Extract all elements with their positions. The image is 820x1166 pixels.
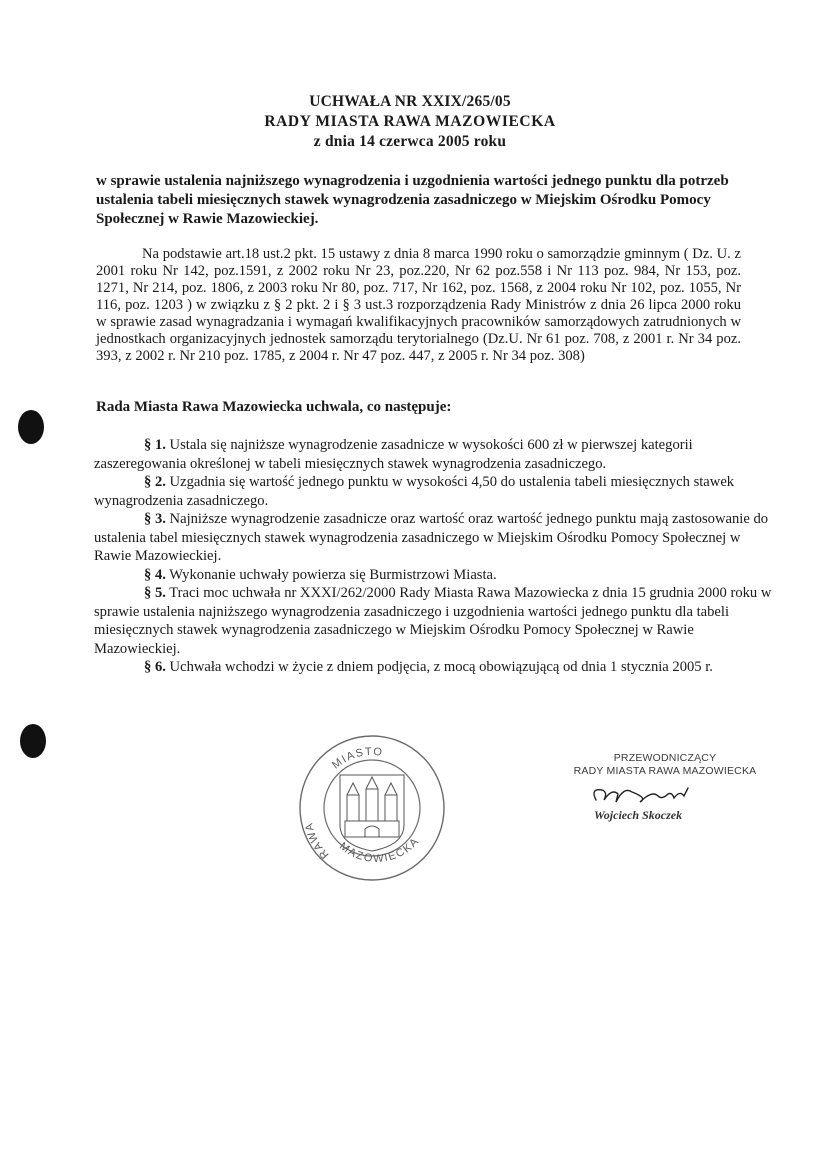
handwritten-signature (588, 782, 698, 808)
city-seal-stamp (297, 733, 447, 883)
punch-hole (18, 410, 44, 444)
paragraph-number: § 4. (144, 566, 166, 583)
paragraph-number: § 5. (144, 585, 166, 601)
resolution-subject: w sprawie ustalenia najniższego wynagrodzenia i uzgodnienia wartości jednego punktu dla potrzeb ustalenia tabeli miesięcznych stawek wynagrodzenia zasadniczego w Miejskim Ośrodku Pomocy Społecznej w Rawie Mazowieckiej. (96, 173, 729, 227)
chairman-title: PRZEWODNICZĄCY (613, 752, 717, 764)
paragraph-text: Uchwała wchodzi w życie z dniem podjęcia, z mocą obowiązującą od dnia 1 stycznia 2005 r. (169, 659, 713, 675)
seal-top-text: MIASTO (330, 745, 385, 772)
chairman-name: Wojciech Skoczek (594, 808, 683, 822)
paragraph-1 (94, 436, 776, 473)
paragraph-number: § 1. (144, 437, 166, 453)
seal-bottom-text: MAZOWIECKA (337, 835, 422, 866)
paragraph-4 (94, 566, 776, 585)
paragraph-text: Traci moc uchwała nr XXXI/262/2000 Rady Miasta Rawa Mazowiecka z dnia 15 grudnia 2000 roku w sprawie ustalenia najniższego wynagrodzenia zasadniczego i uzgodnienia wartości jednego punktu dla tabeli miesięcznych stawek wynagrodzenia zasadniczego w Miejskim Ośrodku Pomocy Społecznej w Rawie Mazowieckiej. (94, 585, 772, 657)
resolution-number: UCHWAŁA NR XXIX/265/05 (309, 93, 511, 110)
paragraph-text: Wykonanie uchwały powierza się Burmistrzowi Miasta. (169, 566, 497, 583)
paragraph-2 (94, 473, 776, 510)
paragraph-list (94, 436, 776, 677)
resolution-title (0, 92, 820, 152)
paragraph-number: § 6. (144, 659, 166, 675)
paragraph-5 (94, 584, 776, 658)
seal-left-text: RAWA (302, 820, 332, 861)
paragraph-text: Uzgadnia się wartość jednego punktu w wysokości 4,50 do ustalenia tabeli miesięcznych stawek wynagrodzenia zasadniczego. (94, 474, 735, 509)
council-title: RADY MIASTA RAWA MAZOWIECKA (573, 765, 757, 777)
signature-block (550, 752, 780, 778)
punch-hole (20, 724, 46, 758)
legal-basis (96, 246, 741, 365)
resolves-clause: Rada Miasta Rawa Mazowiecka uchwala, co następuje: (96, 399, 452, 415)
council-name: RADY MIASTA RAWA MAZOWIECKA (264, 113, 556, 130)
paragraph-3 (94, 510, 776, 566)
legal-basis-text: Na podstawie art.18 ust.2 pkt. 15 ustawy z dnia 8 marca 1990 roku o samorządzie gminnym ( Dz. U. z 2001 roku Nr 142, poz.1591, z 2002 roku Nr 23, poz.220, Nr 62 poz.558 i Nr 113 poz. 984, Nr 153, poz. 1271, Nr 214, poz. 1806, z 2003 roku Nr 80, poz. 717, Nr 162, poz. 1568, z 2004 roku Nr 102, poz. 1055, Nr 116, poz. 1203 ) w związku z § 2 pkt. 2 i § 3 ust.3 rozporządzenia Rady Ministrów z dnia 26 lipca 2000 roku w sprawie zasad wynagradzania i wymagań kwalifikacyjnych pracowników samorządowych zatrudnionych w jednostkach organizacyjnych jednostek samorządu terytorialnego (Dz.U. Nr 61 poz. 708, z 2001 r. Nr 34 poz. 393, z 2002 r. Nr 210 poz. 1785, z 2004 r. Nr 47 poz. 447, z 2005 r. Nr 34 poz. 308) (96, 246, 741, 364)
paragraph-number: § 2. (144, 474, 166, 490)
paragraph-6 (94, 658, 776, 677)
coat-of-arms-icon (340, 775, 404, 851)
paragraph-text: Ustala się najniższe wynagrodzenie zasadnicze w wysokości 600 zł w pierwszej kategorii zaszeregowania określonej w tabeli miesięcznych stawek wynagrodzenia zasadniczego. (94, 437, 693, 472)
resolution-date: z dnia 14 czerwca 2005 roku (313, 133, 507, 150)
paragraph-text: Najniższe wynagrodzenie zasadnicze oraz wartość oraz wartość jednego punktu mają zastosowanie do ustalenia tabel miesięcznych stawek wynagrodzenia zasadniczego w Miejskim Ośrodku Pomocy Społecznej w Rawie Mazowieckiej. (94, 511, 769, 564)
paragraph-number: § 3. (144, 511, 166, 527)
